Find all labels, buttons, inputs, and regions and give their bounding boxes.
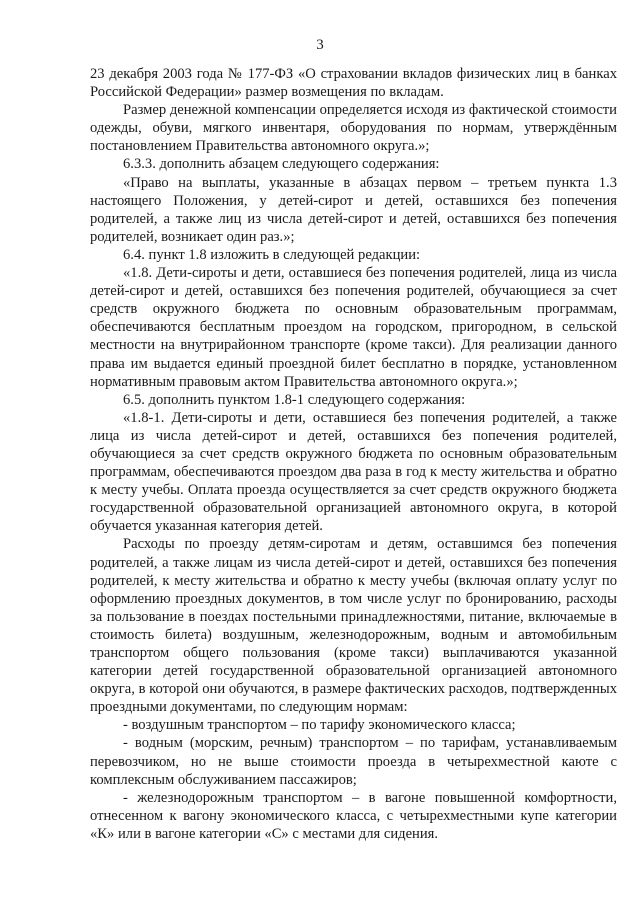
paragraph: Размер денежной компенсации определяется исходя из фактической стоимости одежды, обуви, мягкого инвентаря, оборудования по нормам, утверждённым постановлением Правительства автономного округа.»; bbox=[90, 102, 617, 155]
list-item: - железнодорожным транспортом – в вагоне повышенной комфортности, отнесенном к вагону экономического класса, с четырехместными купе категории «К» или в вагоне категории «С» с местами для сидения. bbox=[90, 789, 617, 842]
paragraph: 6.5. дополнить пунктом 1.8-1 следующего содержания: bbox=[123, 391, 466, 408]
paragraph: 6.3.3. дополнить абзацем следующего содержания: bbox=[123, 156, 440, 173]
list-item: - воздушным транспортом – по тарифу экономического класса; bbox=[123, 717, 516, 734]
paragraph: «1.8. Дети-сироты и дети, оставшиеся без попечения родителей, лица из числа детей-сирот и детей, оставшихся без попечения родителей, обучающиеся за счет средств окружного бюджета по основным образовательным программам, обеспечиваются бесплатным проездом на городском, пригородном, в сельской местности на внутрирайонном транспорте (кроме такси). Для реализации данного права им выдается единый проездной билет бесплатно в порядке, установленном нормативным правовым актом Правительства автономного округа.»; bbox=[90, 265, 617, 390]
paragraph: «1.8-1. Дети-сироты и дети, оставшиеся без попечения родителей, а также лица из числа детей-сирот и детей, оставшихся без попечения родителей, обучающиеся за счет средств окружного бюджета по основным образовательным программам, обеспечиваются проездом два раза в год к месту жительства и обратно к месту учебы. Оплата проезда осуществляется за счет средств окружного бюджета государственной образовательной организацией автономного округа, в которой обучается указанная категория детей. bbox=[90, 409, 617, 535]
paragraph: Расходы по проезду детям-сиротам и детям, оставшимся без попечения родителей, а также лицам из числа детей-сирот и детей, оставшихся без попечения родителей, к месту жительства и обратно к месту учебы (включая оплату услуг по оформлению проездных документов, в том числе услуг по бронированию, расходы за пользование в поездах постельными принадлежностями, питание, включаемые в стоимость билета) воздушным, железнодорожным, водным и автомобильным транспортом общего пользования (кроме такси) выплачиваются указанной категории детей государственной образовательной организацией автономного округа, в которой они обучаются, в размере фактических расходов, подтвержденных проездными документами, по следующим нормам: bbox=[90, 536, 617, 716]
page-number: 3 bbox=[316, 37, 324, 53]
paragraph: 6.4. пункт 1.8 изложить в следующей редакции: bbox=[123, 246, 421, 263]
document-body bbox=[90, 65, 617, 843]
list-item: - водным (морским, речным) транспортом – по тарифам, устанавливаемым перевозчиком, но не выше стоимости проезда в четырехместной каюте с комплексным обслуживанием пассажиров; bbox=[90, 735, 617, 788]
paragraph: «Право на выплаты, указанные в абзацах первом – третьем пункта 1.3 настоящего Положения, у детей-сирот и детей, оставшихся без попечения родителей, а также лиц из числа детей-сирот и детей, оставшихся без попечения родителей, возникает один раз.»; bbox=[90, 174, 617, 245]
paragraph: 23 декабря 2003 года № 177-ФЗ «О страховании вкладов физических лиц в банках Российской Федерации» размер возмещения по вкладам. bbox=[90, 66, 617, 101]
